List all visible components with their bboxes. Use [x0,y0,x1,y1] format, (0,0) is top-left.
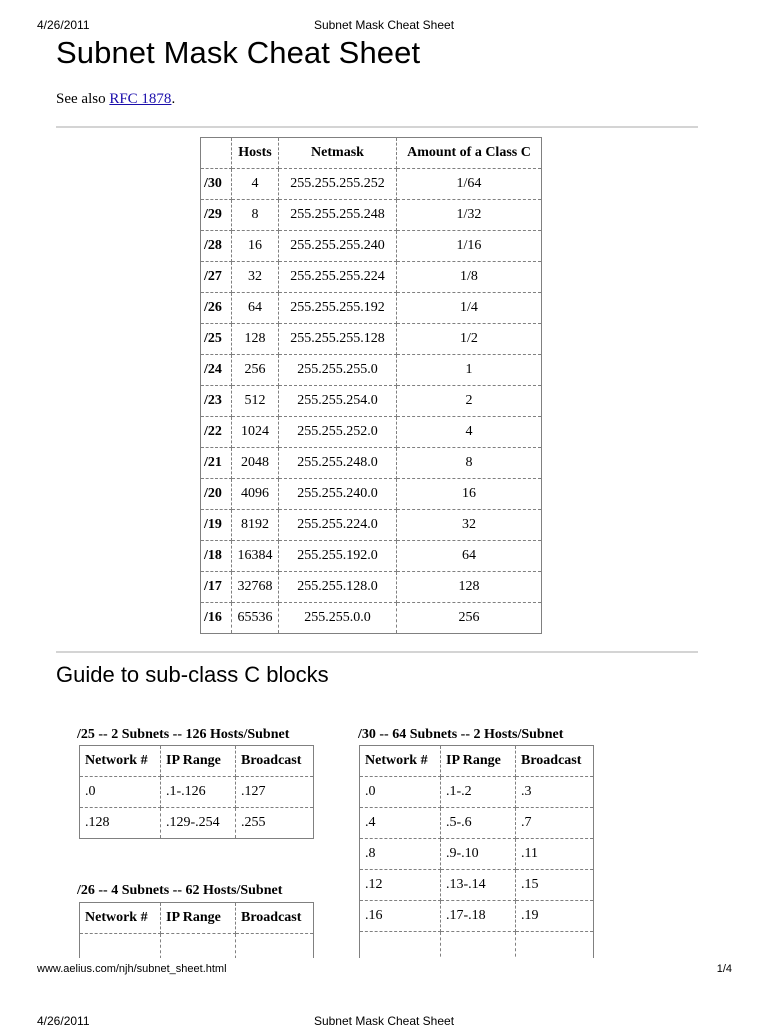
network-cell: .4 [360,808,441,839]
table-row [201,479,541,510]
column-header-broadcast: Broadcast [236,746,313,777]
column-header-ip-range: IP Range [441,746,516,777]
network-cell: .12 [360,870,441,901]
section-heading: Guide to sub-class C blocks [56,662,329,687]
ip-range-cell: .129-.254 [161,808,236,838]
class-c-amount-cell: 1/4 [397,293,541,324]
column-header-network: Network # [360,746,441,777]
cidr-cell: /18 [201,541,232,572]
hosts-cell: 32 [232,262,279,293]
broadcast-cell [236,934,313,958]
cidr-cell: /21 [201,448,232,479]
class-c-amount-cell: 1/32 [397,200,541,231]
broadcast-cell: .11 [516,839,593,870]
column-header-broadcast: Broadcast [236,903,313,934]
table-row [80,777,313,808]
table-row [80,934,313,958]
netmask-cell: 255.255.255.192 [279,293,397,324]
table-caption-25: /25 -- 2 Subnets -- 126 Hosts/Subnet [77,727,290,742]
table-row [201,572,541,603]
class-c-amount-cell: 8 [397,448,541,479]
hosts-cell: 8192 [232,510,279,541]
ip-range-cell: .9-.10 [441,839,516,870]
ip-range-cell: .5-.6 [441,808,516,839]
table-row [201,510,541,541]
ip-range-cell: .17-.18 [441,901,516,932]
table-row [201,386,541,417]
network-cell: .8 [360,839,441,870]
table-row [360,932,593,958]
ip-range-cell [161,934,236,958]
network-cell [360,932,441,958]
netmask-cell: 255.255.0.0 [279,603,397,633]
next-page-header-title: Subnet Mask Cheat Sheet [313,1014,455,1028]
cidr-cell: /30 [201,169,232,200]
broadcast-cell: .15 [516,870,593,901]
netmask-cell: 255.255.255.128 [279,324,397,355]
ip-range-cell: .1-.126 [161,777,236,808]
broadcast-cell: .127 [236,777,313,808]
subnet-mask-table [200,137,542,634]
subnet-table-26 [79,902,314,958]
hosts-cell: 1024 [232,417,279,448]
netmask-cell: 255.255.254.0 [279,386,397,417]
hosts-cell: 8 [232,200,279,231]
netmask-cell: 255.255.255.248 [279,200,397,231]
table-row [201,417,541,448]
table-row [360,870,593,901]
column-header-ip-range: IP Range [161,746,236,777]
cidr-cell: /20 [201,479,232,510]
class-c-amount-cell: 1/16 [397,231,541,262]
print-footer-url: www.aelius.com/njh/subnet_sheet.html [37,963,227,975]
print-header-date: 4/26/2011 [37,18,90,32]
table-row [201,231,541,262]
netmask-cell: 255.255.255.240 [279,231,397,262]
netmask-cell: 255.255.224.0 [279,510,397,541]
table-row [360,777,593,808]
broadcast-cell: .19 [516,901,593,932]
table-row [201,169,541,200]
column-header-broadcast: Broadcast [516,746,593,777]
class-c-amount-cell: 128 [397,572,541,603]
hosts-cell: 4096 [232,479,279,510]
cidr-cell: /16 [201,603,232,633]
table-row [360,839,593,870]
table-row [360,808,593,839]
ip-range-cell: .13-.14 [441,870,516,901]
table-row [360,901,593,932]
broadcast-cell: .3 [516,777,593,808]
broadcast-cell [516,932,593,958]
network-cell [80,934,161,958]
hosts-cell: 65536 [232,603,279,633]
table-row [201,541,541,572]
cidr-cell: /29 [201,200,232,231]
network-cell: .128 [80,808,161,838]
next-page-header-date: 4/26/2011 [37,1014,90,1028]
cidr-cell: /25 [201,324,232,355]
table-row [201,293,541,324]
class-c-amount-cell: 1/64 [397,169,541,200]
table-row [201,603,541,633]
broadcast-cell: .255 [241,815,266,830]
column-header-hosts: Hosts [232,138,279,169]
table-row [201,200,541,231]
horizontal-rule [56,126,698,128]
cidr-cell: /22 [201,417,232,448]
class-c-amount-cell: 64 [397,541,541,572]
table-caption-26: /26 -- 4 Subnets -- 62 Hosts/Subnet [77,883,283,898]
class-c-amount-cell: 4 [397,417,541,448]
table-row [201,324,541,355]
netmask-cell: 255.255.192.0 [279,541,397,572]
horizontal-rule [56,651,698,653]
see-also-suffix: . [171,91,176,107]
table-caption-30: /30 -- 64 Subnets -- 2 Hosts/Subnet [358,727,564,742]
netmask-cell: 255.255.255.0 [279,355,397,386]
hosts-cell: 32768 [232,572,279,603]
rfc-1878-link[interactable]: RFC 1878 [109,91,172,107]
hosts-cell: 2048 [232,448,279,479]
table-header-row [201,138,541,169]
cidr-cell: /19 [201,510,232,541]
hosts-cell: 16 [232,231,279,262]
network-cell: .0 [80,777,161,808]
class-c-amount-cell: 1/8 [397,262,541,293]
ip-range-cell: .1-.2 [441,777,516,808]
see-also-prefix: See also [56,91,110,107]
class-c-amount-cell: 32 [397,510,541,541]
netmask-cell: 255.255.128.0 [279,572,397,603]
class-c-amount-cell: 1 [397,355,541,386]
netmask-cell: 255.255.252.0 [279,417,397,448]
hosts-cell: 16384 [232,541,279,572]
see-also-line [56,91,175,108]
netmask-cell: 255.255.255.224 [279,262,397,293]
class-c-amount-cell: 256 [458,610,480,625]
table-row [201,448,541,479]
page-title: Subnet Mask Cheat Sheet [56,35,421,70]
cidr-cell: /17 [201,572,232,603]
broadcast-cell: .7 [516,808,593,839]
column-header-ip-range: IP Range [161,903,236,934]
hosts-cell: 64 [232,293,279,324]
class-c-amount-cell: 16 [397,479,541,510]
cidr-cell: /26 [201,293,232,324]
column-header-network: Network # [80,903,161,934]
cidr-cell: /23 [201,386,232,417]
column-header-network: Network # [80,746,161,777]
subnet-table-25 [79,745,314,839]
cidr-cell: /24 [201,355,232,386]
netmask-cell: 255.255.248.0 [279,448,397,479]
cidr-cell: /27 [201,262,232,293]
table-row [201,262,541,293]
table-row [80,808,313,838]
hosts-cell: 256 [232,355,279,386]
hosts-cell: 512 [232,386,279,417]
column-header-netmask: Netmask [279,138,397,169]
print-footer-page-number: 1/4 [716,963,732,975]
column-header-cidr [201,138,232,169]
table-row [201,355,541,386]
table-header-row [80,903,313,934]
column-header-class-c-amount: Amount of a Class C [397,138,541,169]
class-c-amount-cell: 2 [397,386,541,417]
network-cell: .16 [360,901,441,932]
ip-range-cell [441,932,516,958]
cidr-cell: /28 [201,231,232,262]
table-header-row [80,746,313,777]
table-header-row [360,746,593,777]
hosts-cell: 4 [232,169,279,200]
hosts-cell: 128 [232,324,279,355]
netmask-cell: 255.255.255.252 [279,169,397,200]
network-cell: .0 [360,777,441,808]
class-c-amount-cell: 1/2 [397,324,541,355]
subnet-table-30 [359,745,594,958]
netmask-cell: 255.255.240.0 [279,479,397,510]
print-header-title: Subnet Mask Cheat Sheet [313,18,455,32]
